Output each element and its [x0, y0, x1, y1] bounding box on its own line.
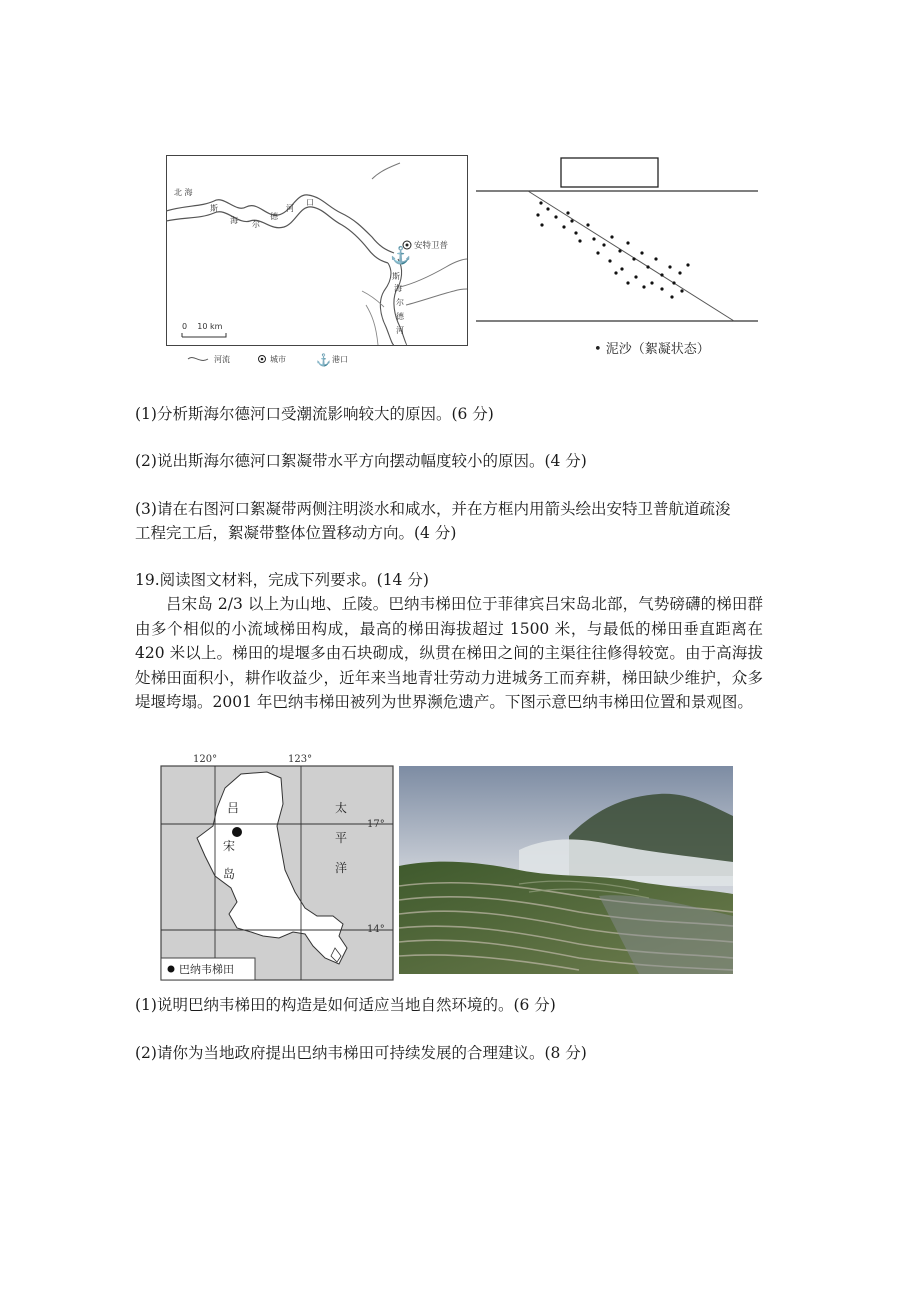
svg-text:尔: 尔 — [252, 220, 260, 229]
svg-text:口: 口 — [306, 198, 314, 207]
svg-text:吕: 吕 — [227, 801, 240, 815]
svg-text:河: 河 — [396, 326, 404, 335]
svg-text:斯: 斯 — [210, 204, 218, 213]
svg-text:斯: 斯 — [392, 272, 400, 281]
arrow-answer-box — [561, 158, 658, 187]
svg-text:17°: 17° — [367, 819, 385, 830]
q18-sub3-line1: (3)请在右图河口絮凝带两侧注明淡水和咸水，并在方框内用箭头绘出安特卫普航道疏浚 — [135, 500, 731, 518]
q18-sub2: (2)说出斯海尔德河口絮凝带水平方向摆动幅度较小的原因。(4 分) — [135, 452, 587, 470]
svg-text:北 海: 北 海 — [174, 188, 193, 197]
svg-text:123°: 123° — [288, 754, 313, 765]
svg-text:120°: 120° — [193, 754, 218, 765]
svg-text:14°: 14° — [367, 924, 385, 935]
sediment-legend: • 泥沙（絮凝状态） — [594, 342, 710, 357]
q19-heading: 19.阅读图文材料，完成下列要求。(14 分) — [135, 571, 429, 589]
banaue-marker — [232, 827, 242, 837]
flocculation-diagram — [476, 155, 766, 365]
svg-text:岛: 岛 — [223, 867, 236, 881]
svg-text:洋: 洋 — [335, 861, 348, 875]
svg-text:河: 河 — [286, 204, 294, 213]
svg-text:城市: 城市 — [270, 355, 286, 364]
scale-label: 0 10 km — [182, 322, 223, 331]
svg-text:安特卫普: 安特卫普 — [414, 241, 449, 251]
svg-text:港口: 港口 — [332, 355, 348, 364]
luzon-map — [157, 752, 397, 982]
svg-text:尔: 尔 — [396, 298, 404, 307]
rice-terraces-photo — [399, 766, 733, 974]
svg-text:巴纳韦梯田: 巴纳韦梯田 — [179, 963, 234, 976]
q18-sub1: (1)分析斯海尔德河口受潮流影响较大的原因。(6 分) — [135, 405, 494, 423]
svg-text:德: 德 — [396, 312, 404, 321]
svg-text:海: 海 — [394, 284, 402, 293]
q19-material: 吕宋岛 2/3 以上为山地、丘陵。巴纳韦梯田位于菲律宾吕宋岛北部，气势磅礴的梯田群由多个相似的小流域梯田构成，最高的梯田海拔超过 1500 米，与最低的梯田垂直距离在 420 米以上。梯田的堤堰多由石块砌成，纵贯在梯田之间的主渠往往修得较宽。由于高海拔处梯田面积小，耕作收益少，近年来当地青壮劳动力进城务工而弃耕，梯田缺少维护，众多堤堰垮塌。2001 年巴纳韦梯田被列为世界濒危遗产。下图示意巴纳韦梯田位置和景观图。 — [135, 595, 763, 711]
anchor-icon: ⚓ — [390, 246, 412, 266]
svg-text:平: 平 — [335, 831, 348, 845]
svg-text:海: 海 — [230, 216, 238, 225]
q18-sub3-line2: 工程完工后，絮凝带整体位置移动方向。(4 分) — [135, 524, 457, 542]
svg-text:⚓: ⚓ — [316, 353, 331, 367]
svg-text:德: 德 — [270, 212, 278, 221]
svg-text:宋: 宋 — [223, 839, 236, 853]
svg-text:太: 太 — [335, 801, 348, 815]
q19-sub2: (2)请你为当地政府提出巴纳韦梯田可持续发展的合理建议。(8 分) — [135, 1044, 587, 1062]
scheldt-estuary-map — [166, 155, 468, 367]
svg-text:河流: 河流 — [214, 355, 230, 364]
q19-sub1: (1)说明巴纳韦梯田的构造是如何适应当地自然环境的。(6 分) — [135, 996, 556, 1014]
